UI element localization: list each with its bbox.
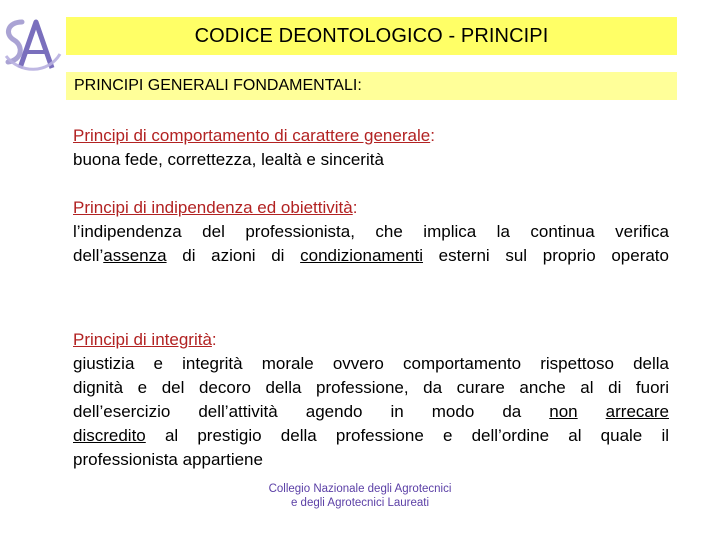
heading-suffix: : [430, 126, 435, 145]
body-line [73, 244, 669, 268]
body-line: l’indipendenza del professionista, che implica la continua verifica [73, 222, 669, 241]
heading-suffix: : [352, 198, 358, 217]
section-heading-text: Principi di comportamento di carattere generale [73, 126, 431, 145]
title-bar [66, 17, 677, 55]
section-heading [73, 196, 669, 220]
body-line: dignità e del decoro della professione, da curare anche al di fuori [73, 378, 669, 397]
logo [0, 16, 64, 74]
section-heading [73, 328, 669, 352]
section-heading-text: integrità [151, 330, 212, 349]
footer-line: Collegio Nazionale degli Agrotecnici [268, 483, 452, 495]
subtitle-suffix: : [357, 77, 362, 94]
logo-icon [0, 16, 64, 74]
page-title: CODICE DEONTOLOGICO - PRINCIPI [194, 24, 549, 47]
text-fragment: discredito [73, 426, 146, 445]
text-fragment: non [549, 402, 578, 421]
footer-line: e degli Agrotecnici Laureati [290, 497, 430, 509]
text-fragment: condizionamenti [300, 246, 423, 265]
text-fragment: al prestigio della professione e dell’ordine al quale il [145, 426, 669, 445]
section-heading-text: Principi di [73, 330, 152, 349]
heading-suffix: : [211, 330, 217, 349]
text-fragment: di azioni di [166, 246, 301, 265]
section-heading-text: Principi di indipendenza ed obiettività [73, 198, 353, 217]
text-fragment: arrecare [605, 402, 669, 421]
text-fragment: dell’ [73, 246, 104, 265]
section-independence [73, 196, 669, 268]
subtitle-bar [66, 72, 677, 100]
body-line [73, 424, 669, 448]
section-heading [73, 124, 669, 148]
text-fragment [578, 402, 606, 421]
body-line: giustizia e integrità morale ovvero comportamento rispettoso della [73, 354, 669, 373]
text-fragment: esterni sul proprio operato [422, 246, 669, 265]
body-line [73, 400, 669, 424]
subtitle: PRINCIPI GENERALI FONDAMENTALI [74, 77, 358, 94]
text-fragment: assenza [103, 246, 167, 265]
footer [240, 482, 480, 510]
body-line: professionista appartiene [73, 450, 263, 469]
section-general-conduct [73, 124, 669, 172]
text-fragment: dell’esercizio dell’attività agendo in modo da [73, 402, 550, 421]
section-integrity [73, 328, 669, 472]
section-body: buona fede, correttezza, lealtà e sincerità [73, 150, 384, 169]
